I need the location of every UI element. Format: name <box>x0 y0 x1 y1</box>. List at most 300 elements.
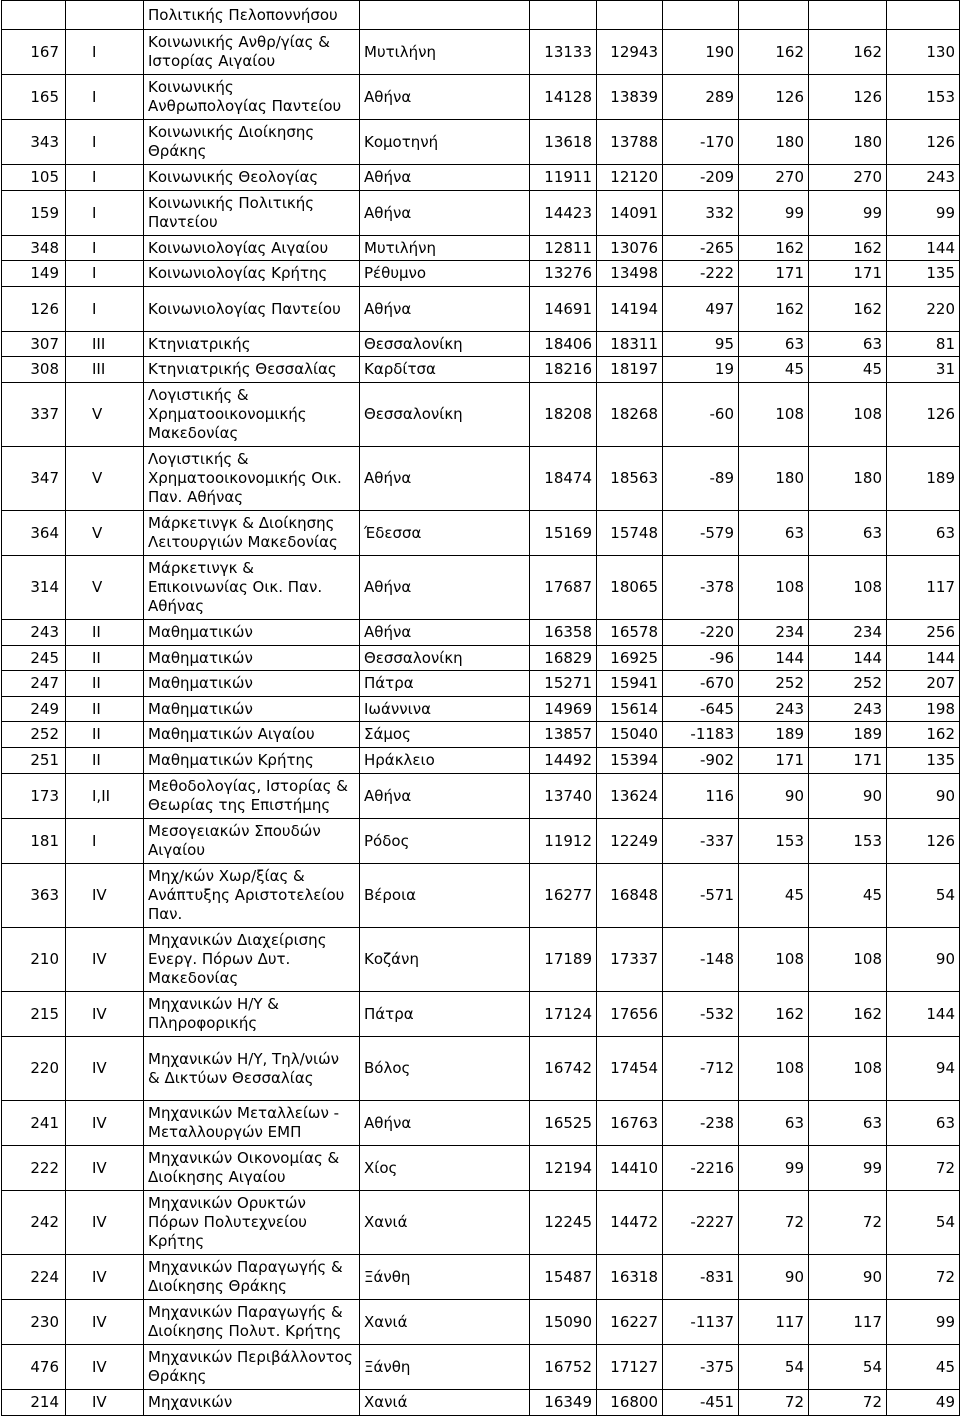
score-current-cell: 16752 <box>530 1345 597 1390</box>
score-current-cell: 16829 <box>530 646 597 671</box>
places-a-cell: 126 <box>739 75 809 120</box>
score-previous-cell: 12120 <box>597 165 663 191</box>
score-current-cell: 15487 <box>530 1255 597 1300</box>
places-b-cell: 54 <box>809 1345 887 1390</box>
city-cell: Ρέθυμνο <box>360 261 530 287</box>
department-code-cell <box>2 1 66 30</box>
city-cell: Αθήνα <box>360 165 530 191</box>
score-previous-cell: 16763 <box>597 1101 663 1146</box>
score-current-cell: 12194 <box>530 1146 597 1191</box>
score-difference-cell: -209 <box>663 165 739 191</box>
department-name-cell: Κοινωνιολογίας Παντείου <box>144 287 360 332</box>
places-b-cell: 234 <box>809 620 887 646</box>
score-previous-cell: 13498 <box>597 261 663 287</box>
places-a-cell: 162 <box>739 287 809 332</box>
department-code-cell: 241 <box>2 1101 66 1146</box>
score-current-cell: 18216 <box>530 357 597 383</box>
places-c-cell: 256 <box>887 620 960 646</box>
table-row <box>2 191 960 236</box>
score-previous-cell: 14472 <box>597 1191 663 1255</box>
field-cell: II <box>66 722 144 748</box>
places-a-cell: 108 <box>739 383 809 447</box>
city-cell: Αθήνα <box>360 191 530 236</box>
field-cell: II <box>66 697 144 722</box>
city-cell: Ρόδος <box>360 819 530 864</box>
score-current-cell: 14492 <box>530 748 597 774</box>
score-current-cell: 13857 <box>530 722 597 748</box>
places-c-cell: 162 <box>887 722 960 748</box>
score-previous-cell: 18197 <box>597 357 663 383</box>
score-difference-cell: -831 <box>663 1255 739 1300</box>
score-current-cell <box>530 1 597 30</box>
score-difference-cell: -1137 <box>663 1300 739 1345</box>
score-difference-cell: -148 <box>663 928 739 992</box>
field-cell: I <box>66 819 144 864</box>
department-name-cell: Κτηνιατρικής Θεσσαλίας <box>144 357 360 383</box>
department-code-cell: 308 <box>2 357 66 383</box>
places-b-cell: 45 <box>809 357 887 383</box>
places-a-cell: 171 <box>739 261 809 287</box>
field-cell: III <box>66 357 144 383</box>
score-previous-cell: 17656 <box>597 992 663 1037</box>
field-cell: V <box>66 447 144 511</box>
places-a-cell: 234 <box>739 620 809 646</box>
score-difference-cell: -1183 <box>663 722 739 748</box>
field-cell: II <box>66 646 144 671</box>
field-cell: V <box>66 383 144 447</box>
places-b-cell: 126 <box>809 75 887 120</box>
score-current-cell: 14691 <box>530 287 597 332</box>
table-row <box>2 1300 960 1345</box>
table-row <box>2 165 960 191</box>
score-previous-cell: 15614 <box>597 697 663 722</box>
places-a-cell: 162 <box>739 992 809 1037</box>
city-cell: Αθήνα <box>360 447 530 511</box>
places-c-cell: 198 <box>887 697 960 722</box>
places-a-cell: 54 <box>739 1345 809 1390</box>
score-previous-cell: 18311 <box>597 332 663 357</box>
department-code-cell: 126 <box>2 287 66 332</box>
score-current-cell: 13740 <box>530 774 597 819</box>
field-cell: I <box>66 30 144 75</box>
score-current-cell: 16277 <box>530 864 597 928</box>
city-cell: Πάτρα <box>360 671 530 697</box>
department-name-cell: Κοινωνικής Ανθρ/γίας & Ιστορίας Αιγαίου <box>144 30 360 75</box>
score-difference-cell: -378 <box>663 556 739 620</box>
city-cell: Αθήνα <box>360 556 530 620</box>
table-row <box>2 1037 960 1101</box>
score-difference-cell: -60 <box>663 383 739 447</box>
field-cell: IV <box>66 864 144 928</box>
places-b-cell: 90 <box>809 774 887 819</box>
field-cell: I,II <box>66 774 144 819</box>
table-row <box>2 287 960 332</box>
department-code-cell: 220 <box>2 1037 66 1101</box>
department-name-cell: Μηχανικών <box>144 1390 360 1416</box>
table-row <box>2 556 960 620</box>
places-b-cell <box>809 1 887 30</box>
places-b-cell: 162 <box>809 236 887 261</box>
places-a-cell: 108 <box>739 556 809 620</box>
places-a-cell: 180 <box>739 120 809 165</box>
department-code-cell: 251 <box>2 748 66 774</box>
department-code-cell: 210 <box>2 928 66 992</box>
score-previous-cell: 18563 <box>597 447 663 511</box>
places-c-cell: 207 <box>887 671 960 697</box>
places-c-cell: 49 <box>887 1390 960 1416</box>
places-a-cell: 108 <box>739 1037 809 1101</box>
places-b-cell: 162 <box>809 992 887 1037</box>
department-name-cell: Κοινωνικής Θεολογίας <box>144 165 360 191</box>
department-code-cell: 167 <box>2 30 66 75</box>
department-name-cell: Μηχανικών Η/Υ & Πληροφορικής <box>144 992 360 1037</box>
department-name-cell: Μαθηματικών Κρήτης <box>144 748 360 774</box>
places-a-cell: 72 <box>739 1191 809 1255</box>
department-code-cell: 343 <box>2 120 66 165</box>
places-c-cell: 99 <box>887 1300 960 1345</box>
score-difference-cell: 332 <box>663 191 739 236</box>
table-row <box>2 357 960 383</box>
department-code-cell: 245 <box>2 646 66 671</box>
score-previous-cell: 17337 <box>597 928 663 992</box>
department-name-cell: Λογιστικής & Χρηματοοικονομικής Μακεδονίας <box>144 383 360 447</box>
places-c-cell: 144 <box>887 646 960 671</box>
score-difference-cell: 497 <box>663 287 739 332</box>
table-row <box>2 383 960 447</box>
field-cell: I <box>66 75 144 120</box>
score-previous-cell: 16800 <box>597 1390 663 1416</box>
department-code-cell: 165 <box>2 75 66 120</box>
city-cell: Ηράκλειο <box>360 748 530 774</box>
places-c-cell: 117 <box>887 556 960 620</box>
department-name-cell: Μαθηματικών <box>144 697 360 722</box>
places-b-cell: 108 <box>809 928 887 992</box>
city-cell: Χανιά <box>360 1300 530 1345</box>
score-difference-cell: -670 <box>663 671 739 697</box>
score-previous-cell: 15040 <box>597 722 663 748</box>
score-current-cell: 12245 <box>530 1191 597 1255</box>
field-cell: I <box>66 261 144 287</box>
places-b-cell: 99 <box>809 191 887 236</box>
department-code-cell: 249 <box>2 697 66 722</box>
field-cell: II <box>66 748 144 774</box>
field-cell: IV <box>66 1255 144 1300</box>
department-name-cell: Μαθηματικών <box>144 646 360 671</box>
department-name-cell: Πολιτικής Πελοποννήσου <box>144 1 360 30</box>
department-name-cell: Μηχανικών Η/Υ, Τηλ/νιών & Δικτύων Θεσσαλίας <box>144 1037 360 1101</box>
city-cell: Μυτιλήνη <box>360 30 530 75</box>
places-b-cell: 117 <box>809 1300 887 1345</box>
places-a-cell: 270 <box>739 165 809 191</box>
score-previous-cell: 15394 <box>597 748 663 774</box>
field-cell: I <box>66 120 144 165</box>
places-c-cell: 54 <box>887 864 960 928</box>
department-code-cell: 337 <box>2 383 66 447</box>
department-code-cell: 242 <box>2 1191 66 1255</box>
field-cell: I <box>66 287 144 332</box>
places-b-cell: 99 <box>809 1146 887 1191</box>
department-code-cell: 307 <box>2 332 66 357</box>
places-b-cell: 153 <box>809 819 887 864</box>
field-cell: V <box>66 556 144 620</box>
places-a-cell: 45 <box>739 357 809 383</box>
field-cell: II <box>66 671 144 697</box>
places-c-cell <box>887 1 960 30</box>
department-name-cell: Κοινωνιολογίας Κρήτης <box>144 261 360 287</box>
score-current-cell: 18208 <box>530 383 597 447</box>
department-name-cell: Μηχανικών Μεταλλείων - Μεταλλουργών ΕΜΠ <box>144 1101 360 1146</box>
table-row <box>2 620 960 646</box>
score-previous-cell: 13076 <box>597 236 663 261</box>
score-current-cell: 15271 <box>530 671 597 697</box>
city-cell: Καρδίτσα <box>360 357 530 383</box>
score-difference-cell: -337 <box>663 819 739 864</box>
table-row <box>2 646 960 671</box>
city-cell: Θεσσαλονίκη <box>360 646 530 671</box>
score-current-cell: 17189 <box>530 928 597 992</box>
field-cell: IV <box>66 992 144 1037</box>
field-cell: IV <box>66 1037 144 1101</box>
city-cell: Κοζάνη <box>360 928 530 992</box>
places-a-cell: 252 <box>739 671 809 697</box>
city-cell: Χανιά <box>360 1191 530 1255</box>
department-name-cell: Κοινωνικής Ανθρωπολογίας Παντείου <box>144 75 360 120</box>
score-difference-cell: -265 <box>663 236 739 261</box>
places-b-cell: 108 <box>809 383 887 447</box>
table-row <box>2 261 960 287</box>
score-difference-cell: -571 <box>663 864 739 928</box>
city-cell: Θεσσαλονίκη <box>360 332 530 357</box>
score-difference-cell: -712 <box>663 1037 739 1101</box>
places-c-cell: 126 <box>887 819 960 864</box>
places-c-cell: 31 <box>887 357 960 383</box>
department-name-cell: Μαθηματικών Αιγαίου <box>144 722 360 748</box>
places-b-cell: 90 <box>809 1255 887 1300</box>
table-body <box>2 1 960 1416</box>
score-current-cell: 16349 <box>530 1390 597 1416</box>
score-previous-cell <box>597 1 663 30</box>
city-cell: Βόλος <box>360 1037 530 1101</box>
places-a-cell: 90 <box>739 1255 809 1300</box>
places-b-cell: 189 <box>809 722 887 748</box>
places-c-cell: 189 <box>887 447 960 511</box>
score-current-cell: 13618 <box>530 120 597 165</box>
score-difference-cell: 19 <box>663 357 739 383</box>
places-c-cell: 81 <box>887 332 960 357</box>
table-row <box>2 120 960 165</box>
score-difference-cell: 116 <box>663 774 739 819</box>
department-name-cell: Μηχανικών Παραγωγής & Διοίκησης Θράκης <box>144 1255 360 1300</box>
department-name-cell: Μάρκετινγκ & Διοίκησης Λειτουργιών Μακεδονίας <box>144 511 360 556</box>
department-name-cell: Μηχ/κών Χωρ/ξίας & Ανάπτυξης Αριστοτελείου Παν. <box>144 864 360 928</box>
places-b-cell: 162 <box>809 287 887 332</box>
score-difference-cell: -645 <box>663 697 739 722</box>
field-cell: II <box>66 620 144 646</box>
table-row <box>2 774 960 819</box>
places-b-cell: 108 <box>809 556 887 620</box>
field-cell: III <box>66 332 144 357</box>
places-a-cell: 153 <box>739 819 809 864</box>
table-row <box>2 697 960 722</box>
score-current-cell: 14423 <box>530 191 597 236</box>
department-name-cell: Κοινωνιολογίας Αιγαίου <box>144 236 360 261</box>
places-a-cell: 45 <box>739 864 809 928</box>
department-code-cell: 363 <box>2 864 66 928</box>
score-difference-cell: -220 <box>663 620 739 646</box>
score-difference-cell: -96 <box>663 646 739 671</box>
score-difference-cell: -375 <box>663 1345 739 1390</box>
places-b-cell: 171 <box>809 748 887 774</box>
places-c-cell: 144 <box>887 236 960 261</box>
score-previous-cell: 16227 <box>597 1300 663 1345</box>
table-row <box>2 671 960 697</box>
city-cell: Χανιά <box>360 1390 530 1416</box>
department-code-cell: 230 <box>2 1300 66 1345</box>
field-cell: IV <box>66 1101 144 1146</box>
places-c-cell: 243 <box>887 165 960 191</box>
places-b-cell: 270 <box>809 165 887 191</box>
score-current-cell: 18474 <box>530 447 597 511</box>
city-cell: Αθήνα <box>360 287 530 332</box>
score-previous-cell: 13624 <box>597 774 663 819</box>
places-c-cell: 153 <box>887 75 960 120</box>
field-cell: I <box>66 191 144 236</box>
places-a-cell: 117 <box>739 1300 809 1345</box>
places-c-cell: 72 <box>887 1146 960 1191</box>
score-current-cell: 14128 <box>530 75 597 120</box>
field-cell: IV <box>66 1191 144 1255</box>
score-previous-cell: 14194 <box>597 287 663 332</box>
score-previous-cell: 18268 <box>597 383 663 447</box>
department-code-cell: 314 <box>2 556 66 620</box>
places-c-cell: 90 <box>887 774 960 819</box>
places-c-cell: 144 <box>887 992 960 1037</box>
places-a-cell: 180 <box>739 447 809 511</box>
department-code-cell: 348 <box>2 236 66 261</box>
places-c-cell: 126 <box>887 383 960 447</box>
places-a-cell: 243 <box>739 697 809 722</box>
places-c-cell: 90 <box>887 928 960 992</box>
department-code-cell: 105 <box>2 165 66 191</box>
department-code-cell: 247 <box>2 671 66 697</box>
places-b-cell: 63 <box>809 511 887 556</box>
score-current-cell: 15169 <box>530 511 597 556</box>
department-code-cell: 347 <box>2 447 66 511</box>
score-current-cell: 17687 <box>530 556 597 620</box>
department-code-cell: 252 <box>2 722 66 748</box>
places-a-cell: 108 <box>739 928 809 992</box>
city-cell: Αθήνα <box>360 75 530 120</box>
department-code-cell: 476 <box>2 1345 66 1390</box>
city-cell: Έδεσσα <box>360 511 530 556</box>
score-current-cell: 15090 <box>530 1300 597 1345</box>
department-name-cell: Κοινωνικής Πολιτικής Παντείου <box>144 191 360 236</box>
field-cell: I <box>66 236 144 261</box>
places-c-cell: 63 <box>887 511 960 556</box>
department-name-cell: Λογιστικής & Χρηματοοικονομικής Οικ. Παν. Αθήνας <box>144 447 360 511</box>
score-current-cell: 16742 <box>530 1037 597 1101</box>
score-current-cell: 12811 <box>530 236 597 261</box>
score-current-cell: 13133 <box>530 30 597 75</box>
places-a-cell <box>739 1 809 30</box>
city-cell: Βέροια <box>360 864 530 928</box>
places-b-cell: 63 <box>809 1101 887 1146</box>
places-c-cell: 220 <box>887 287 960 332</box>
places-c-cell: 99 <box>887 191 960 236</box>
score-difference-cell: -532 <box>663 992 739 1037</box>
department-code-cell: 173 <box>2 774 66 819</box>
places-c-cell: 63 <box>887 1101 960 1146</box>
department-code-cell: 243 <box>2 620 66 646</box>
field-cell: IV <box>66 928 144 992</box>
table-row <box>2 75 960 120</box>
places-a-cell: 99 <box>739 1146 809 1191</box>
places-a-cell: 171 <box>739 748 809 774</box>
score-difference-cell <box>663 1 739 30</box>
score-previous-cell: 17454 <box>597 1037 663 1101</box>
places-c-cell: 94 <box>887 1037 960 1101</box>
places-c-cell: 72 <box>887 1255 960 1300</box>
table-row <box>2 722 960 748</box>
score-previous-cell: 15941 <box>597 671 663 697</box>
table-row <box>2 992 960 1037</box>
department-name-cell: Μαθηματικών <box>144 671 360 697</box>
score-previous-cell: 16848 <box>597 864 663 928</box>
table-row <box>2 819 960 864</box>
city-cell: Πάτρα <box>360 992 530 1037</box>
field-cell: V <box>66 511 144 556</box>
table-row <box>2 1 960 30</box>
places-a-cell: 189 <box>739 722 809 748</box>
score-current-cell: 16358 <box>530 620 597 646</box>
field-cell: I <box>66 165 144 191</box>
score-previous-cell: 16925 <box>597 646 663 671</box>
field-cell: IV <box>66 1345 144 1390</box>
table-row <box>2 1191 960 1255</box>
places-b-cell: 72 <box>809 1191 887 1255</box>
table-row <box>2 1345 960 1390</box>
table-row <box>2 30 960 75</box>
places-a-cell: 90 <box>739 774 809 819</box>
score-difference-cell: -902 <box>663 748 739 774</box>
field-cell: IV <box>66 1390 144 1416</box>
places-c-cell: 126 <box>887 120 960 165</box>
department-code-cell: 181 <box>2 819 66 864</box>
department-code-cell: 215 <box>2 992 66 1037</box>
table-row <box>2 928 960 992</box>
places-c-cell: 135 <box>887 261 960 287</box>
field-cell: IV <box>66 1300 144 1345</box>
department-name-cell: Μηχανικών Παραγωγής & Διοίκησης Πολυτ. Κρήτης <box>144 1300 360 1345</box>
city-cell: Αθήνα <box>360 774 530 819</box>
table-row <box>2 864 960 928</box>
city-cell: Ιωάννινα <box>360 697 530 722</box>
places-b-cell: 162 <box>809 30 887 75</box>
department-name-cell: Μηχανικών Οικονομίας & Διοίκησης Αιγαίου <box>144 1146 360 1191</box>
score-previous-cell: 12943 <box>597 30 663 75</box>
places-c-cell: 54 <box>887 1191 960 1255</box>
table-row <box>2 1390 960 1416</box>
score-current-cell: 16525 <box>530 1101 597 1146</box>
places-b-cell: 108 <box>809 1037 887 1101</box>
score-difference-cell: 95 <box>663 332 739 357</box>
places-c-cell: 45 <box>887 1345 960 1390</box>
score-previous-cell: 17127 <box>597 1345 663 1390</box>
score-current-cell: 13276 <box>530 261 597 287</box>
department-name-cell: Κτηνιατρικής <box>144 332 360 357</box>
department-code-cell: 222 <box>2 1146 66 1191</box>
places-b-cell: 171 <box>809 261 887 287</box>
